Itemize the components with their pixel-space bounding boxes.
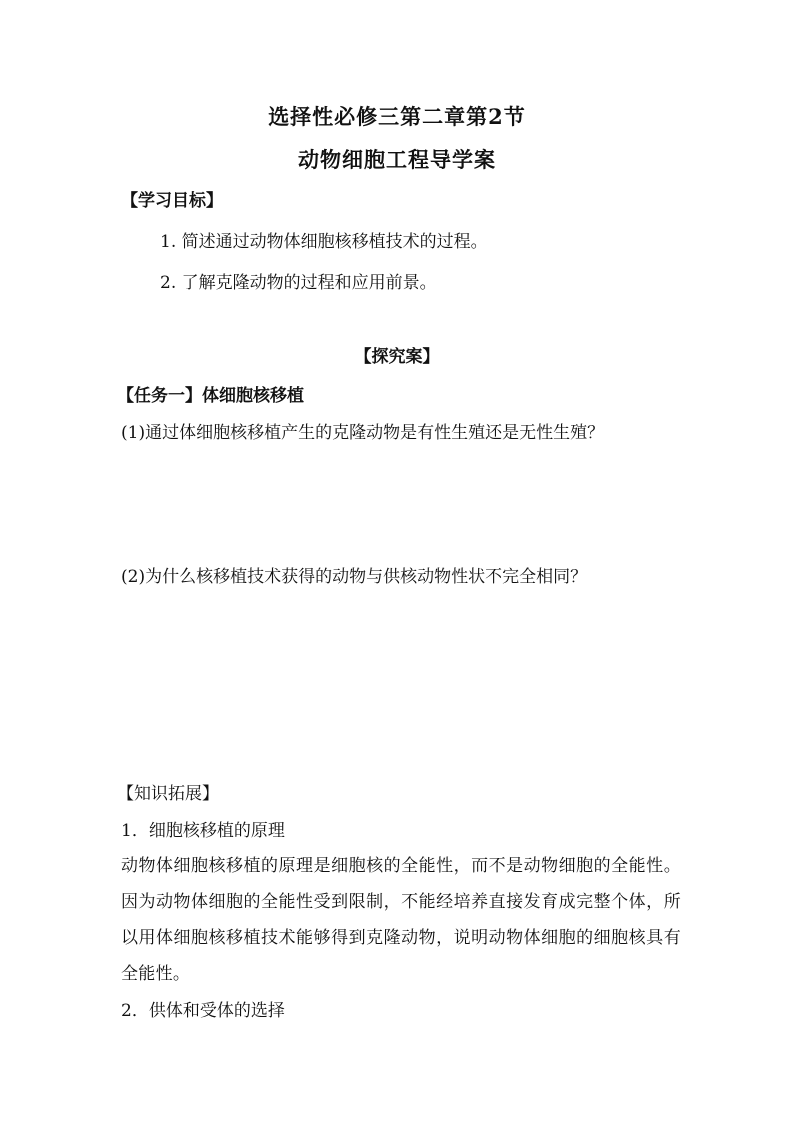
- goals-heading: 【学习目标】: [121, 191, 223, 211]
- knowledge-item-1-title: 1．细胞核移植的原理: [121, 821, 285, 841]
- question-2: (2)为什么核移植技术获得的动物与供核动物性状不完全相同？: [121, 567, 588, 587]
- explore-heading: 【探究案】: [354, 347, 440, 367]
- goal-item-2: 2. 了解克隆动物的过程和应用前景。: [160, 273, 437, 293]
- knowledge-item-1-body: 动物体细胞核移植的原理是细胞核的全能性，而不是动物细胞的全能性。因为动物体细胞的全能性受到限制，不能经培养直接发育成完整个体，所以用体细胞核移植技术能够得到克隆动物，说明动物体细胞的细胞核具有全能性。: [121, 856, 681, 984]
- question-1: (1)通过体细胞核移植产生的克隆动物是有性生殖还是无性生殖？: [121, 423, 605, 443]
- goal-item-1: 1. 简述通过动物体细胞核移植技术的过程。: [160, 232, 488, 252]
- knowledge-heading: 【知识拓展】: [117, 784, 219, 804]
- knowledge-item-2-title: 2．供体和受体的选择: [121, 1001, 285, 1021]
- task1-heading: 【任务一】体细胞核移植: [117, 386, 304, 406]
- doc-title-line1: 选择性必修三第二章第2节: [268, 104, 526, 129]
- doc-title-line2: 动物细胞工程导学案: [298, 147, 496, 172]
